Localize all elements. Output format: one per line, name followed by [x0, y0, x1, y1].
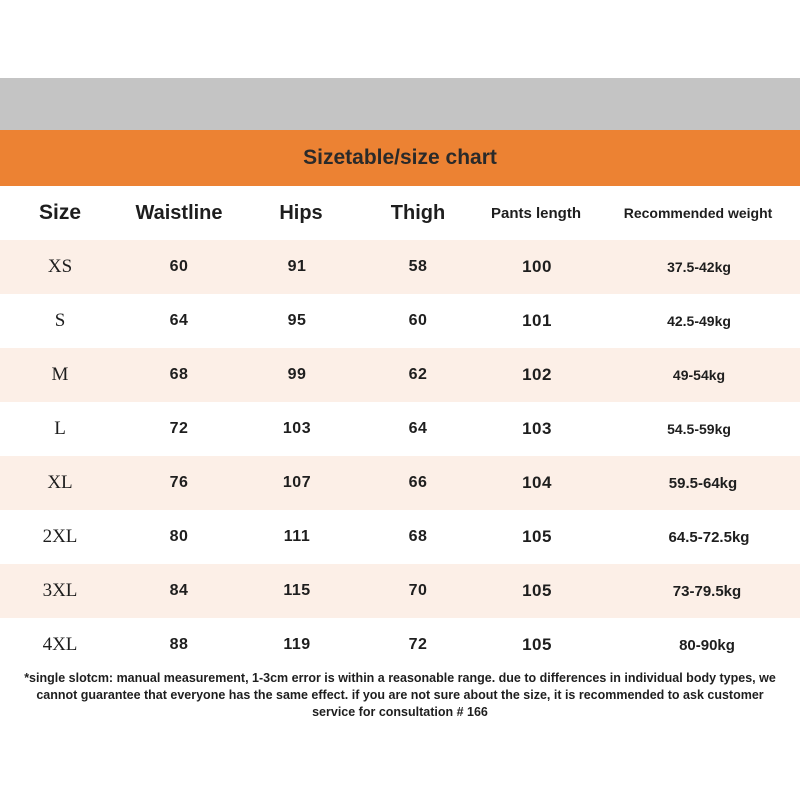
header-waistline: Waistline: [135, 201, 223, 224]
cell-recommended-weight: 54.5-59kg: [667, 421, 731, 437]
cell-size: 2XL: [42, 526, 78, 547]
cell-pants-length: 105: [522, 527, 552, 546]
table-row: [0, 564, 800, 618]
cell-size: S: [54, 310, 66, 331]
header-size: Size: [38, 201, 82, 224]
header-recommended-weight: Recommended weight: [623, 205, 773, 221]
cell-thigh: 68: [408, 528, 428, 545]
title-bar: [0, 130, 800, 186]
cell-size: 3XL: [42, 580, 78, 601]
cell-hips: 115: [283, 582, 311, 599]
cell-hips: 107: [282, 474, 312, 491]
cell-thigh: 72: [408, 636, 428, 653]
header-hips: Hips: [279, 201, 323, 224]
cell-hips: 119: [283, 636, 311, 653]
cell-hips: 103: [282, 420, 312, 437]
cell-waistline: 88: [169, 636, 189, 653]
cell-thigh: 62: [408, 366, 428, 383]
cell-pants-length: 101: [522, 311, 552, 330]
cell-thigh: 60: [408, 312, 428, 329]
cell-size: XL: [47, 472, 73, 493]
cell-thigh: 70: [408, 582, 428, 599]
measurement-note: *single slotcm: manual measurement, 1-3cm error is within a reasonable range. due to differences in individual body types, we cannot guarantee that everyone has the same effect. if you are not sure about the size, it is recommended to ask customer service for consultation # 166: [24, 671, 776, 719]
cell-thigh: 66: [408, 474, 428, 491]
cell-recommended-weight: 42.5-49kg: [667, 313, 731, 329]
cell-hips: 95: [287, 312, 307, 329]
cell-hips: 111: [283, 528, 311, 545]
header-pants-length: Pants length: [490, 204, 582, 222]
cell-pants-length: 102: [522, 365, 552, 384]
cell-recommended-weight: 49-54kg: [672, 367, 726, 383]
cell-recommended-weight: 80-90kg: [679, 636, 735, 654]
cell-thigh: 64: [408, 420, 428, 437]
cell-waistline: 80: [169, 528, 189, 545]
cell-hips: 99: [287, 366, 307, 383]
cell-recommended-weight: 64.5-72.5kg: [668, 528, 750, 546]
cell-pants-length: 103: [522, 419, 552, 438]
chart-title: Sizetable/size chart: [303, 146, 497, 169]
table-row: [0, 348, 800, 402]
cell-thigh: 58: [408, 258, 428, 275]
cell-pants-length: 100: [522, 257, 552, 276]
cell-pants-length: 105: [522, 581, 552, 600]
header-thigh: Thigh: [390, 201, 446, 224]
cell-pants-length: 104: [522, 473, 552, 492]
table-row: [0, 510, 800, 564]
cell-size: 4XL: [42, 634, 78, 655]
cell-waistline: 60: [169, 258, 189, 275]
cell-size: L: [54, 418, 66, 439]
table-header-row: [0, 186, 800, 240]
cell-pants-length: 105: [522, 635, 552, 654]
top-grey-band: [0, 78, 800, 130]
cell-waistline: 76: [169, 474, 189, 491]
table-row: [0, 240, 800, 294]
table-row: [0, 456, 800, 510]
cell-hips: 91: [287, 258, 307, 275]
table-row: [0, 294, 800, 348]
table-row: [0, 402, 800, 456]
cell-waistline: 64: [169, 312, 189, 329]
table-row: [0, 618, 800, 672]
cell-recommended-weight: 59.5-64kg: [668, 474, 738, 492]
cell-waistline: 72: [169, 420, 189, 437]
cell-recommended-weight: 37.5-42kg: [667, 259, 731, 275]
cell-waistline: 68: [169, 366, 189, 383]
cell-size: XS: [47, 256, 73, 277]
cell-recommended-weight: 73-79.5kg: [672, 582, 742, 600]
cell-waistline: 84: [169, 582, 189, 599]
cell-size: M: [51, 364, 69, 385]
